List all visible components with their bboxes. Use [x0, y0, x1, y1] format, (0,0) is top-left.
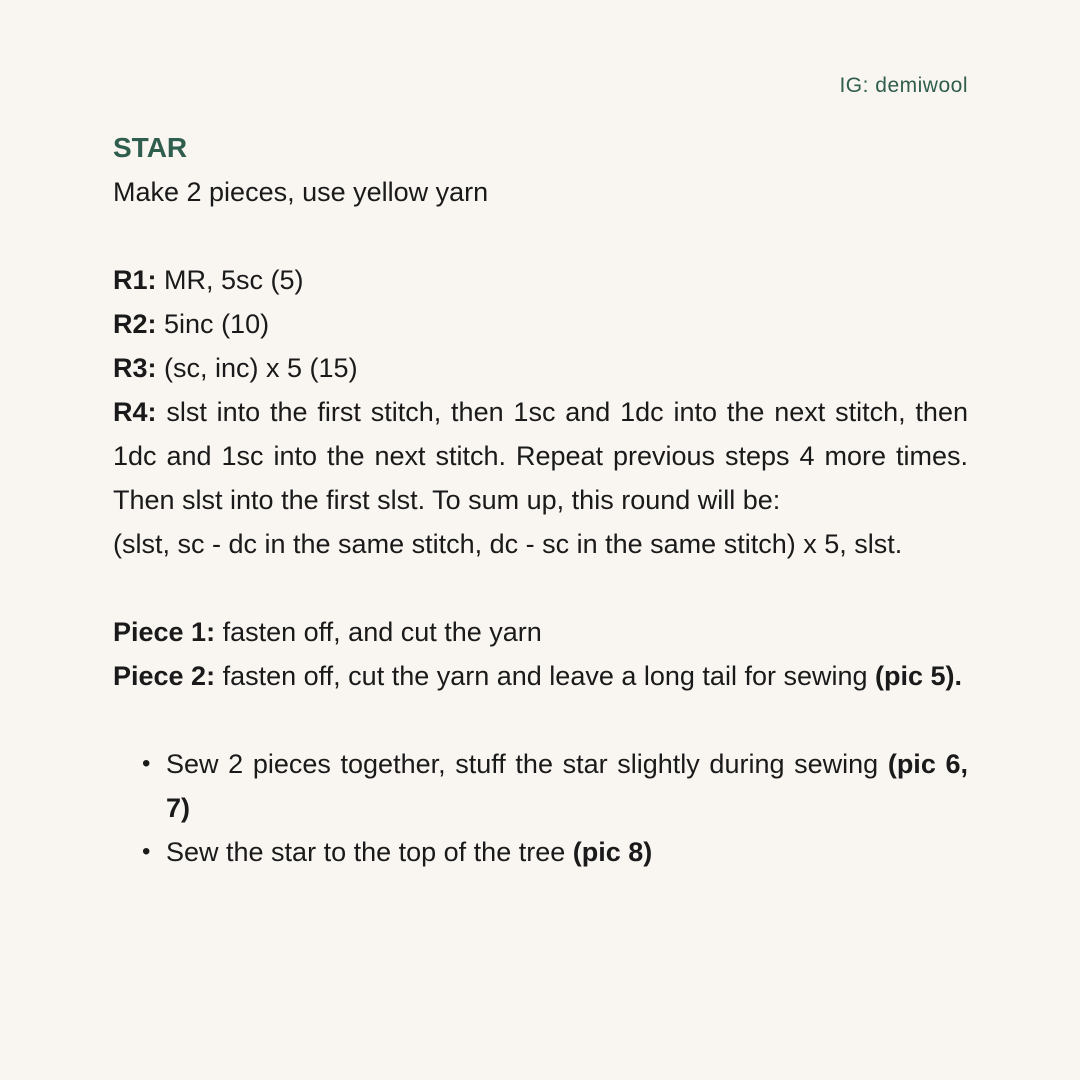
spacer [113, 566, 968, 610]
round-label: R1: [113, 265, 157, 295]
round-row [113, 302, 968, 346]
list-item [142, 830, 968, 874]
round-text: slst into the first stitch, then 1sc and 1dc into the next stitch, then 1dc and 1sc into the next stitch. Repeat previous steps 4 more times. Then slst into the first slst. To sum up, this round will be: [113, 397, 968, 515]
round-text: MR, 5sc (5) [164, 265, 304, 295]
spacer [113, 214, 968, 258]
round-summary: (slst, sc - dc in the same stitch, dc - sc in the same stitch) x 5, slst. [113, 529, 903, 559]
pic-reference: (pic 8) [572, 837, 653, 867]
piece-row [113, 654, 968, 698]
list-item [142, 742, 968, 830]
bullet-icon: • [142, 750, 151, 777]
round-row [113, 346, 968, 390]
pic-reference: (pic 6, 7) [166, 749, 968, 823]
round-label: R3: [113, 353, 157, 383]
round-text: (sc, inc) x 5 (15) [164, 353, 358, 383]
piece-text: fasten off, cut the yarn and leave a long tail for sewing [222, 661, 868, 691]
round-row [113, 390, 968, 522]
piece-row [113, 610, 968, 654]
instruction-list [113, 742, 968, 874]
list-item-text: Sew 2 pieces together, stuff the star slightly during sewing [166, 749, 879, 779]
pic-reference: (pic 5). [875, 661, 963, 691]
round-text: 5inc (10) [164, 309, 270, 339]
round-row [113, 258, 968, 302]
piece-label: Piece 1: [113, 617, 216, 647]
spacer [113, 698, 968, 742]
piece-text: fasten off, and cut the yarn [222, 617, 542, 647]
pattern-content [113, 126, 968, 874]
section-title: STAR [113, 132, 188, 163]
bullet-icon: • [142, 838, 151, 865]
round-label: R2: [113, 309, 157, 339]
piece-label: Piece 2: [113, 661, 216, 691]
section-subtitle: Make 2 pieces, use yellow yarn [113, 177, 489, 207]
round-label: R4: [113, 397, 157, 427]
list-item-text: Sew the star to the top of the tree [166, 837, 566, 867]
instagram-handle: IG: demiwool [839, 74, 968, 97]
